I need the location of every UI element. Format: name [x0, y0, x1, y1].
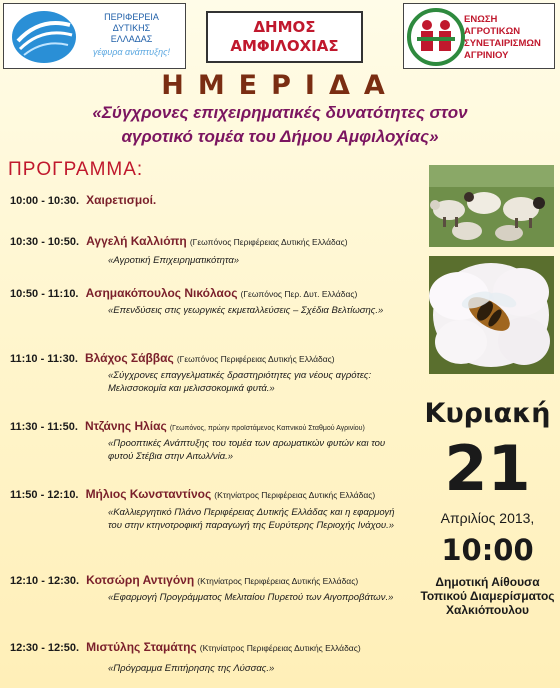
- event-time: 10:00: [441, 533, 534, 567]
- municipality-line1: ΔΗΜΟΣ: [253, 18, 316, 36]
- schedule-speaker: Μιστύλης Σταμάτης: [86, 640, 197, 654]
- event-month-year: Απριλίος 2013,: [440, 510, 535, 526]
- bee-on-flower-icon: [429, 256, 554, 374]
- venue-line2: Τοπικού Διαμερίσματος: [420, 589, 555, 603]
- schedule-time: 11:10 - 11:30.: [10, 353, 78, 365]
- schedule-role: (Κτηνίατρος Περιφέρειας Δυτικής Ελλάδας): [199, 643, 361, 653]
- region-logo: [3, 3, 186, 69]
- municipality-line2: ΑΜΦΙΛΟΧΙΑΣ: [230, 37, 339, 55]
- schedule-speaker: Κοτσώρη Αντιγόνη: [86, 573, 195, 587]
- union-line3: ΣΥΝΕΤΑΙΡΙΣΜΩΝ: [464, 38, 541, 49]
- schedule-speaker: Βλάχος Σάββας: [84, 351, 174, 365]
- schedule-item: [10, 573, 415, 588]
- event-venue: [415, 575, 560, 617]
- union-emblem-icon: [407, 7, 465, 67]
- sheep-illustration-icon: [429, 165, 554, 247]
- schedule-item: [10, 640, 415, 655]
- schedule-talk: «Επενδύσεις στις γεωργικές εκμεταλλεύσεις – Σχέδια Βελτίωσης.»: [108, 305, 384, 316]
- event-day-number: 21: [444, 432, 531, 505]
- schedule-item: [10, 234, 415, 249]
- schedule-role: (Κτηνίατρος Περιφέρειας Δυτικής Ελλάδας): [197, 576, 359, 586]
- schedule-time: 10:30 - 10:50.: [10, 236, 80, 248]
- schedule-speaker: Ασημακόπουλος Νικόλαος: [85, 286, 238, 300]
- municipality-logo: [206, 11, 363, 63]
- schedule-time: 11:50 - 12:10.: [10, 489, 79, 501]
- schedule-item: [10, 351, 415, 366]
- schedule-item: [10, 487, 415, 502]
- schedule-talk: «Πρόγραμμα Επιτήρησης της Λύσσας.»: [108, 663, 275, 674]
- schedule-speaker: Αγγελή Καλλιόπη: [86, 234, 187, 248]
- union-logo: [403, 3, 555, 69]
- region-line2: ΔΥΤΙΚΗΣ: [112, 23, 151, 33]
- schedule-time: 12:10 - 12:30.: [10, 575, 80, 587]
- event-subtitle: [20, 101, 540, 149]
- region-name: [84, 12, 179, 58]
- sheep-photo: [429, 165, 554, 247]
- event-day: Κυριακή: [424, 398, 551, 429]
- schedule-role: (Κτηνίατρος Περιφέρειας Δυτικής Ελλάδας): [214, 490, 376, 500]
- schedule-talk: «Προοπτικές Ανάπτυξης του τομέα των αρωματικών φυτών και του φυτού Στέβια στην Αιτωλ/νία.»: [108, 438, 386, 462]
- schedule-speaker: Μήλιος Κωνσταντίνος: [85, 487, 212, 501]
- schedule-speaker: Χαιρετισμοί.: [86, 193, 157, 207]
- schedule-talk: «Καλλιεργητικό Πλάνο Περιφέρειας Δυτικής Ελλάδας και η εφαρμογή του στην κτηνοτροφική παραγωγή της Ευρύτερης Περιοχής Ινάχου.»: [108, 507, 395, 531]
- region-line1: ΠΕΡΙΦΕΡΕΙΑ: [104, 12, 159, 22]
- subtitle-line2: αγροτικό τομέα του Δήμου Αμφιλοχίας»: [121, 127, 439, 146]
- bee-photo: [429, 256, 554, 374]
- union-name: [464, 14, 541, 62]
- schedule-item: [10, 193, 415, 208]
- schedule-talk: «Εφαρμογή Προγράμματος Μελιταίου Πυρετού των Αιγοπροβάτων.»: [108, 592, 394, 603]
- schedule-time: 10:50 - 11:10.: [10, 288, 79, 300]
- schedule-talk: «Αγροτική Επιχειρηματικότητα»: [108, 255, 240, 266]
- schedule-time: 12:30 - 12:50.: [10, 642, 80, 654]
- venue-line1: Δημοτική Αίθουσα: [435, 575, 540, 589]
- union-line2: ΑΓΡΟΤΙΚΩΝ: [464, 26, 521, 37]
- schedule-time: 10:00 - 10:30.: [10, 195, 80, 207]
- schedule-role: (Γεωπόνος Περιφέρειας Δυτικής Ελλάδας): [176, 354, 335, 364]
- schedule-speaker: Ντζάνης Ηλίας: [84, 419, 167, 433]
- venue-line3: Χαλκιόπουλου: [445, 603, 530, 617]
- schedule-item: [10, 286, 415, 301]
- program-heading: ΠΡΟΓΡΑΜΜΑ:: [8, 159, 144, 180]
- region-slogan: γέφυρα ανάπτυξης!: [92, 47, 171, 57]
- schedule-role: (Γεωπόνος Περιφέρειας Δυτικής Ελλάδας): [189, 237, 348, 247]
- schedule-talk: «Σύγχρονες επαγγελματικές δραστηριότητες για νέους αγρότες: Μελισσοκομία και μελισσοκομικά φυτά.»: [108, 370, 372, 394]
- union-line1: ΕΝΩΣΗ: [464, 14, 498, 25]
- schedule-item: [10, 419, 415, 436]
- schedule-time: 11:30 - 11:50.: [10, 421, 78, 433]
- subtitle-line1: «Σύγχρονες επιχειρηματικές δυνατότητες στον: [92, 103, 468, 122]
- union-line4: ΑΓΡΙΝΙΟΥ: [464, 50, 509, 61]
- event-title: ΗΜΕΡΙΔΑ: [161, 70, 399, 101]
- schedule-role: (Γεωπόνος Περ. Δυτ. Ελλάδας): [240, 289, 358, 299]
- schedule-role: (Γεωπόνος, πρώην προϊστάμενος Καπνικού Σταθμού Αγρινίου): [169, 425, 365, 432]
- region-emblem-icon: [10, 7, 80, 67]
- region-line3: ΕΛΛΑΔΑΣ: [110, 34, 153, 44]
